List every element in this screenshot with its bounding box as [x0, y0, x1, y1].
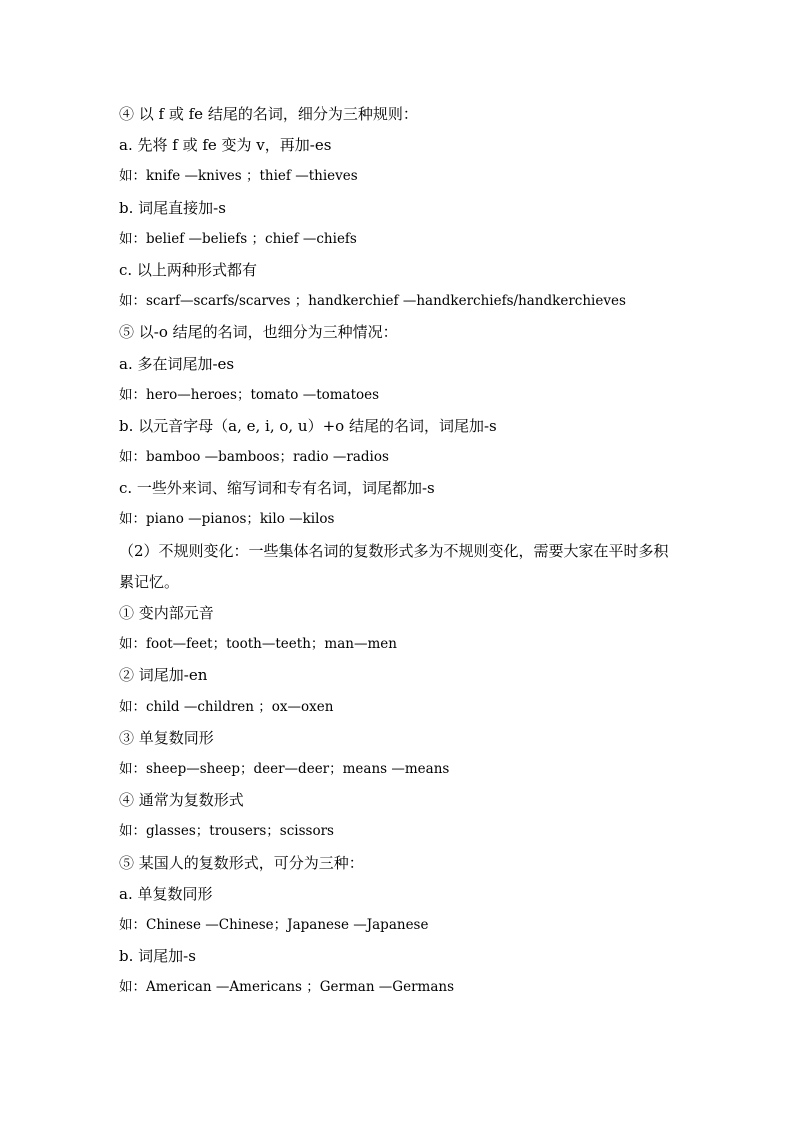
- irregular-example-5-b: 如：American —Americans ；German —Germans: [119, 979, 455, 996]
- irregular-example-5-a: 如：Chinese —Chinese；Japanese —Japanese: [119, 916, 429, 933]
- example-o-c: 如：piano —pianos；kilo —kilos: [119, 511, 335, 528]
- rule-o-c: c. 一些外来词、缩写词和专有名词，词尾都加-s: [119, 479, 435, 498]
- rule-o-a: a. 多在词尾加-es: [119, 354, 235, 373]
- irregular-rule-4: ④ 通常为复数形式: [119, 791, 244, 810]
- rule-f-fe-c: c. 以上两种形式都有: [119, 260, 257, 279]
- irregular-rule-5: ⑤ 某国人的复数形式，可分为三种：: [119, 853, 364, 872]
- irregular-example-1: 如：foot—feet；tooth—teeth；man—men: [119, 636, 397, 653]
- example-o-a: 如：hero—heroes；tomato —tomatoes: [119, 386, 380, 403]
- irregular-rule-2: ② 词尾加-en: [119, 666, 208, 685]
- example-f-fe-c: 如：scarf—scarfs/scarves ；handkerchief —handkerchiefs/handkerchieves: [119, 293, 626, 310]
- rule-heading-o: ⑤ 以-o 结尾的名词，也细分为三种情况：: [119, 323, 398, 342]
- rule-heading-f-fe: ④ 以 f 或 fe 结尾的名词，细分为三种规则：: [119, 105, 418, 123]
- irregular-rule-3: ③ 单复数同形: [119, 728, 214, 747]
- section-irregular-intro: （2）不规则变化：一些集体名词的复数形式多为不规则变化，需要大家在平时多积累记忆。: [119, 541, 669, 591]
- rule-f-fe-b: b. 词尾直接加-s: [119, 198, 226, 217]
- irregular-rule-5-b: b. 词尾加-s: [119, 947, 196, 966]
- example-f-fe-a: 如：knife —knives ；thief —thieves: [119, 168, 358, 185]
- irregular-example-2: 如：child —children ；ox—oxen: [119, 698, 334, 715]
- irregular-rule-5-a: a. 单复数同形: [119, 884, 213, 903]
- document-body: [119, 99, 679, 1003]
- example-f-fe-b: 如：belief —beliefs ；chief —chiefs: [119, 230, 357, 247]
- irregular-rule-1: ① 变内部元音: [119, 604, 214, 623]
- rule-o-b: b. 以元音字母（a, e, i, o, u）+o 结尾的名词，词尾加-s: [119, 416, 497, 435]
- irregular-example-4: 如：glasses；trousers；scissors: [119, 823, 334, 840]
- rule-f-fe-a: a. 先将 f 或 fe 变为 v，再加-es: [119, 136, 332, 155]
- irregular-example-3: 如：sheep—sheep；deer—deer；means —means: [119, 760, 450, 777]
- example-o-b: 如：bamboo —bamboos；radio —radios: [119, 449, 389, 466]
